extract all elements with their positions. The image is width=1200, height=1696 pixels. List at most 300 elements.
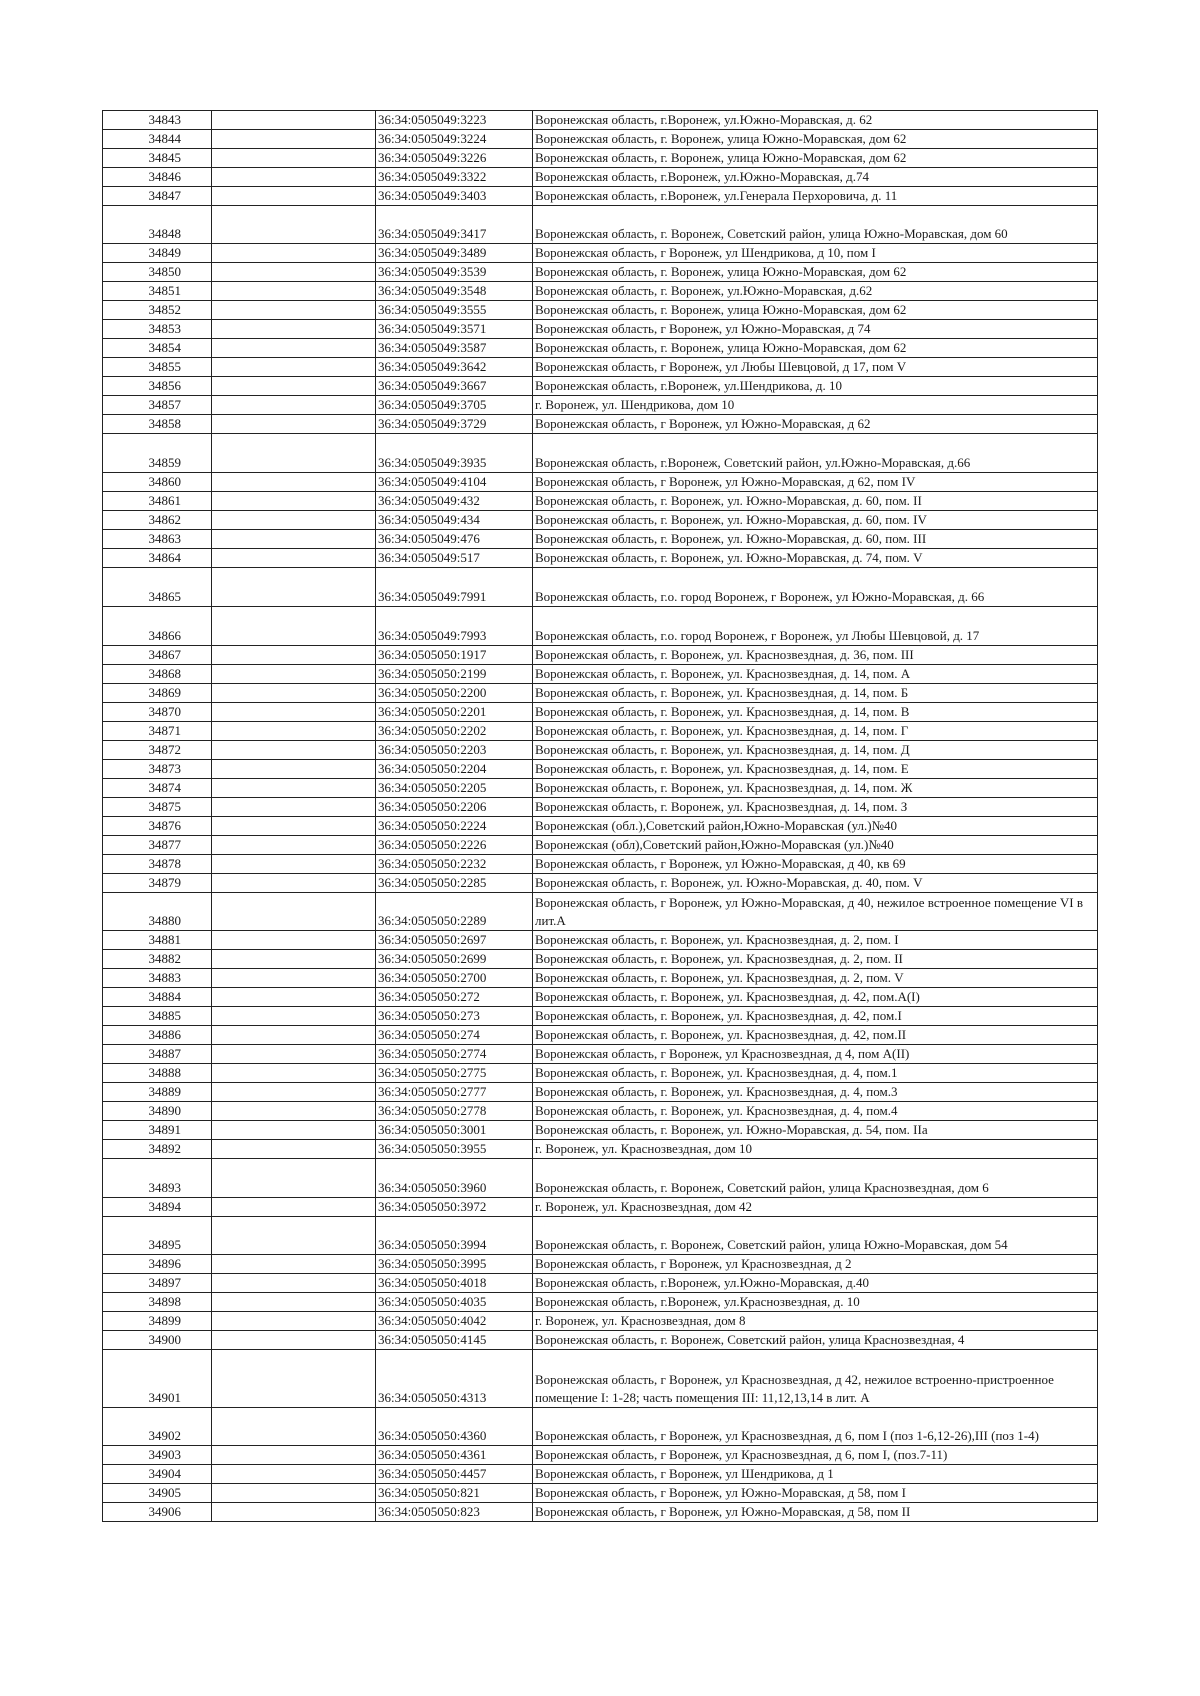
cadastral-number-cell: 36:34:0505050:2199 [376,665,533,684]
cadastral-number-cell: 36:34:0505049:3667 [376,377,533,396]
row-number-cell: 34892 [103,1140,212,1159]
empty-cell [212,244,376,263]
row-number-cell: 34895 [103,1217,212,1255]
address-cell: Воронежская область, г.Воронеж, ул.Краснозвездная, д. 10 [533,1293,1098,1312]
cadastral-number-cell: 36:34:0505049:434 [376,511,533,530]
cadastral-number-cell: 36:34:0505050:4145 [376,1331,533,1350]
address-cell: Воронежская область, г. Воронеж, ул. Краснозвездная, д. 4, пом.1 [533,1064,1098,1083]
address-cell: Воронежская область, г. Воронеж, ул. Краснозвездная, д. 4, пом.4 [533,1102,1098,1121]
cadastral-number-cell: 36:34:0505050:2203 [376,741,533,760]
table-row [103,206,1098,244]
table-row [103,798,1098,817]
address-cell: Воронежская область, г Воронеж, ул Южно-Моравская, д 62, пом IV [533,473,1098,492]
address-cell: г. Воронеж, ул. Краснозвездная, дом 8 [533,1312,1098,1331]
row-number-cell: 34857 [103,396,212,415]
table-row [103,263,1098,282]
address-cell: Воронежская область, г.Воронеж, ул.Южно-Моравская, д.40 [533,1274,1098,1293]
table-row [103,760,1098,779]
cadastral-number-cell: 36:34:0505049:3587 [376,339,533,358]
table-row [103,1121,1098,1140]
row-number-cell: 34851 [103,282,212,301]
address-cell: Воронежская область, г. Воронеж, улица Южно-Моравская, дом 62 [533,339,1098,358]
address-cell: г. Воронеж, ул. Краснозвездная, дом 42 [533,1198,1098,1217]
empty-cell [212,168,376,187]
address-cell: Воронежская область, г Воронеж, ул Краснозвездная, д 6, пом I, (поз.7-11) [533,1446,1098,1465]
address-cell: Воронежская область, г. Воронеж, ул. Краснозвездная, д. 14, пом. З [533,798,1098,817]
empty-cell [212,549,376,568]
cadastral-number-cell: 36:34:0505050:2778 [376,1102,533,1121]
table-row [103,855,1098,874]
row-number-cell: 34882 [103,950,212,969]
address-cell: Воронежская область, г. Воронеж, ул. Краснозвездная, д. 14, пом. А [533,665,1098,684]
address-cell: Воронежская область, г.Воронеж, ул.Генерала Перхоровича, д. 11 [533,187,1098,206]
empty-cell [212,1446,376,1465]
empty-cell [212,722,376,741]
cadastral-number-cell: 36:34:0505050:3972 [376,1198,533,1217]
empty-cell [212,1274,376,1293]
address-cell: Воронежская область, г Воронеж, ул Краснозвездная, д 6, пом I (поз 1-6,12-26),III (поз 1-4) [533,1408,1098,1446]
address-cell: Воронежская область, г Воронеж, ул Южно-Моравская, д 40, нежилое встроенное помещение VI в лит.А [533,893,1098,931]
cadastral-number-cell: 36:34:0505049:3705 [376,396,533,415]
row-number-cell: 34886 [103,1026,212,1045]
table-row [103,893,1098,931]
cadastral-number-cell: 36:34:0505050:2202 [376,722,533,741]
empty-cell [212,1198,376,1217]
table-row [103,1274,1098,1293]
row-number-cell: 34879 [103,874,212,893]
table-row [103,1312,1098,1331]
cadastral-number-cell: 36:34:0505049:3417 [376,206,533,244]
row-number-cell: 34877 [103,836,212,855]
row-number-cell: 34853 [103,320,212,339]
row-number-cell: 34866 [103,607,212,646]
cadastral-number-cell: 36:34:0505050:4313 [376,1350,533,1408]
address-cell: Воронежская область, г Воронеж, ул Краснозвездная, д 4, пом А(II) [533,1045,1098,1064]
table-row [103,339,1098,358]
cadastral-number-cell: 36:34:0505049:3548 [376,282,533,301]
table-row [103,244,1098,263]
table-row [103,817,1098,836]
empty-cell [212,855,376,874]
table-row [103,1159,1098,1198]
address-cell: Воронежская область, г Воронеж, ул Шендрикова, д 1 [533,1465,1098,1484]
cadastral-number-cell: 36:34:0505050:4360 [376,1408,533,1446]
table-row [103,1446,1098,1465]
address-cell: Воронежская область, г. Воронеж, ул. Краснозвездная, д. 14, пом. Е [533,760,1098,779]
address-cell: Воронежская область, г. Воронеж, улица Южно-Моравская, дом 62 [533,130,1098,149]
cadastral-number-cell: 36:34:0505049:432 [376,492,533,511]
cadastral-number-cell: 36:34:0505049:3403 [376,187,533,206]
address-cell: Воронежская область, г. Воронеж, Советский район, улица Краснозвездная, дом 6 [533,1159,1098,1198]
table-row [103,1293,1098,1312]
row-number-cell: 34872 [103,741,212,760]
empty-cell [212,530,376,549]
address-cell: Воронежская область, г. Воронеж, Советский район, улица Южно-Моравская, дом 60 [533,206,1098,244]
address-cell: Воронежская область, г.Воронеж, ул.Южно-Моравская, д.74 [533,168,1098,187]
row-number-cell: 34888 [103,1064,212,1083]
row-number-cell: 34863 [103,530,212,549]
empty-cell [212,741,376,760]
row-number-cell: 34878 [103,855,212,874]
empty-cell [212,607,376,646]
cadastral-number-cell: 36:34:0505050:2774 [376,1045,533,1064]
row-number-cell: 34862 [103,511,212,530]
table-row [103,988,1098,1007]
cadastral-number-cell: 36:34:0505050:2205 [376,779,533,798]
cadastral-number-cell: 36:34:0505050:3995 [376,1255,533,1274]
row-number-cell: 34899 [103,1312,212,1331]
empty-cell [212,206,376,244]
address-cell: Воронежская область, г Воронеж, ул Шендрикова, д 10, пом I [533,244,1098,263]
table-row [103,607,1098,646]
row-number-cell: 34905 [103,1484,212,1503]
address-cell: Воронежская область, г.Воронеж, ул.Шендрикова, д. 10 [533,377,1098,396]
row-number-cell: 34856 [103,377,212,396]
table-row [103,646,1098,665]
table-row [103,492,1098,511]
row-number-cell: 34893 [103,1159,212,1198]
row-number-cell: 34873 [103,760,212,779]
address-cell: Воронежская область, г.о. город Воронеж, г Воронеж, ул Южно-Моравская, д. 66 [533,568,1098,607]
row-number-cell: 34884 [103,988,212,1007]
empty-cell [212,760,376,779]
cadastral-number-cell: 36:34:0505050:1917 [376,646,533,665]
row-number-cell: 34850 [103,263,212,282]
address-cell: Воронежская область, г. Воронеж, ул. Краснозвездная, д. 4, пом.3 [533,1083,1098,1102]
address-cell: Воронежская область, г. Воронеж, улица Южно-Моравская, дом 62 [533,263,1098,282]
cadastral-number-cell: 36:34:0505050:3994 [376,1217,533,1255]
table-row [103,741,1098,760]
empty-cell [212,646,376,665]
empty-cell [212,415,376,434]
address-cell: Воронежская область, г. Воронеж, ул. Краснозвездная, д. 42, пом.А(I) [533,988,1098,1007]
table-row [103,130,1098,149]
row-number-cell: 34865 [103,568,212,607]
table-row [103,874,1098,893]
table-row [103,1350,1098,1408]
address-cell: Воронежская область, г. Воронеж, ул. Южно-Моравская, д. 60, пом. III [533,530,1098,549]
table-row [103,1140,1098,1159]
cadastral-number-cell: 36:34:0505050:2226 [376,836,533,855]
cadastral-number-cell: 36:34:0505049:3223 [376,111,533,130]
empty-cell [212,358,376,377]
table-row [103,549,1098,568]
cadastral-number-cell: 36:34:0505050:4042 [376,1312,533,1331]
row-number-cell: 34849 [103,244,212,263]
empty-cell [212,111,376,130]
table-row [103,1331,1098,1350]
address-cell: Воронежская область, г Воронеж, ул Любы Шевцовой, д 17, пом V [533,358,1098,377]
cadastral-number-cell: 36:34:0505049:476 [376,530,533,549]
row-number-cell: 34881 [103,931,212,950]
address-cell: Воронежская область, г. Воронеж, ул. Краснозвездная, д. 14, пом. Ж [533,779,1098,798]
address-cell: Воронежская область, г. Воронеж, ул. Южно-Моравская, д. 40, пом. V [533,874,1098,893]
cadastral-number-cell: 36:34:0505049:3571 [376,320,533,339]
empty-cell [212,1312,376,1331]
row-number-cell: 34854 [103,339,212,358]
cadastral-number-cell: 36:34:0505050:274 [376,1026,533,1045]
table-row [103,1465,1098,1484]
empty-cell [212,377,376,396]
table-row [103,684,1098,703]
row-number-cell: 34897 [103,1274,212,1293]
empty-cell [212,798,376,817]
property-registry-table [102,110,1098,1522]
address-cell: г. Воронеж, ул. Краснозвездная, дом 10 [533,1140,1098,1159]
empty-cell [212,473,376,492]
cadastral-number-cell: 36:34:0505050:3960 [376,1159,533,1198]
table-row [103,950,1098,969]
address-cell: Воронежская область, г. Воронеж, ул. Южно-Моравская, д. 74, пом. V [533,549,1098,568]
row-number-cell: 34906 [103,1503,212,1522]
address-cell: Воронежская область, г Воронеж, ул Южно-Моравская, д 58, пом I [533,1484,1098,1503]
table-row [103,434,1098,473]
table-row [103,1007,1098,1026]
empty-cell [212,703,376,722]
address-cell: Воронежская область, г. Воронеж, ул. Краснозвездная, д. 36, пом. III [533,646,1098,665]
empty-cell [212,684,376,703]
address-cell: Воронежская область, г.о. город Воронеж, г Воронеж, ул Любы Шевцовой, д. 17 [533,607,1098,646]
table-row [103,168,1098,187]
row-number-cell: 34846 [103,168,212,187]
row-number-cell: 34880 [103,893,212,931]
row-number-cell: 34903 [103,1446,212,1465]
row-number-cell: 34845 [103,149,212,168]
empty-cell [212,492,376,511]
table-row [103,358,1098,377]
row-number-cell: 34889 [103,1083,212,1102]
row-number-cell: 34874 [103,779,212,798]
cadastral-number-cell: 36:34:0505050:2206 [376,798,533,817]
cadastral-number-cell: 36:34:0505050:2200 [376,684,533,703]
empty-cell [212,301,376,320]
empty-cell [212,282,376,301]
empty-cell [212,1102,376,1121]
empty-cell [212,1217,376,1255]
table-row [103,1083,1098,1102]
table-row [103,1503,1098,1522]
address-cell: Воронежская (обл),Советский район,Южно-Моравская (ул.)№40 [533,836,1098,855]
cadastral-number-cell: 36:34:0505049:7991 [376,568,533,607]
row-number-cell: 34894 [103,1198,212,1217]
empty-cell [212,893,376,931]
address-cell: Воронежская область, г. Воронеж, ул. Краснозвездная, д. 14, пом. Г [533,722,1098,741]
cadastral-number-cell: 36:34:0505050:2285 [376,874,533,893]
address-cell: Воронежская область, г. Воронеж, ул. Южно-Моравская, д. 60, пом. II [533,492,1098,511]
row-number-cell: 34875 [103,798,212,817]
row-number-cell: 34844 [103,130,212,149]
address-cell: Воронежская область, г Воронеж, ул Южно-Моравская, д 62 [533,415,1098,434]
row-number-cell: 34861 [103,492,212,511]
cadastral-number-cell: 36:34:0505050:2232 [376,855,533,874]
cadastral-number-cell: 36:34:0505050:4361 [376,1446,533,1465]
empty-cell [212,1026,376,1045]
table-row [103,511,1098,530]
empty-cell [212,339,376,358]
table-row [103,931,1098,950]
empty-cell [212,779,376,798]
cadastral-number-cell: 36:34:0505050:2775 [376,1064,533,1083]
address-cell: Воронежская область, г.Воронеж, Советский район, ул.Южно-Моравская, д.66 [533,434,1098,473]
empty-cell [212,149,376,168]
empty-cell [212,1083,376,1102]
cadastral-number-cell: 36:34:0505050:2699 [376,950,533,969]
row-number-cell: 34887 [103,1045,212,1064]
table-row [103,703,1098,722]
table-row [103,149,1098,168]
address-cell: Воронежская область, г. Воронеж, Советский район, улица Краснозвездная, 4 [533,1331,1098,1350]
row-number-cell: 34858 [103,415,212,434]
address-cell: Воронежская область, г. Воронеж, ул. Краснозвездная, д. 2, пом. I [533,931,1098,950]
cadastral-number-cell: 36:34:0505049:3729 [376,415,533,434]
cadastral-number-cell: 36:34:0505049:3322 [376,168,533,187]
table-row [103,377,1098,396]
empty-cell [212,263,376,282]
cadastral-number-cell: 36:34:0505050:272 [376,988,533,1007]
cadastral-number-cell: 36:34:0505050:4018 [376,1274,533,1293]
table-row [103,1102,1098,1121]
row-number-cell: 34848 [103,206,212,244]
table-row [103,779,1098,798]
cadastral-number-cell: 36:34:0505050:2697 [376,931,533,950]
row-number-cell: 34871 [103,722,212,741]
cadastral-number-cell: 36:34:0505050:2201 [376,703,533,722]
row-number-cell: 34883 [103,969,212,988]
table-row [103,320,1098,339]
empty-cell [212,1159,376,1198]
table-row [103,969,1098,988]
cadastral-number-cell: 36:34:0505050:2224 [376,817,533,836]
row-number-cell: 34860 [103,473,212,492]
empty-cell [212,1408,376,1446]
table-row [103,301,1098,320]
empty-cell [212,836,376,855]
table-row [103,530,1098,549]
cadastral-number-cell: 36:34:0505050:823 [376,1503,533,1522]
address-cell: Воронежская область, г. Воронеж, Советский район, улица Южно-Моравская, дом 54 [533,1217,1098,1255]
row-number-cell: 34870 [103,703,212,722]
table-row [103,665,1098,684]
empty-cell [212,931,376,950]
empty-cell [212,1121,376,1140]
empty-cell [212,1140,376,1159]
address-cell: Воронежская область, г. Воронеж, ул. Южно-Моравская, д. 54, пом. IIа [533,1121,1098,1140]
address-cell: Воронежская область, г Воронеж, ул Южно-Моравская, д 40, кв 69 [533,855,1098,874]
address-cell: Воронежская область, г. Воронеж, ул. Краснозвездная, д. 14, пом. В [533,703,1098,722]
cadastral-number-cell: 36:34:0505049:3642 [376,358,533,377]
table-row [103,1484,1098,1503]
table-row [103,1064,1098,1083]
empty-cell [212,665,376,684]
address-cell: Воронежская область, г. Воронеж, улица Южно-Моравская, дом 62 [533,301,1098,320]
address-cell: Воронежская область, г. Воронеж, улица Южно-Моравская, дом 62 [533,149,1098,168]
empty-cell [212,396,376,415]
table-row [103,415,1098,434]
cadastral-number-cell: 36:34:0505050:821 [376,1484,533,1503]
row-number-cell: 34867 [103,646,212,665]
cadastral-number-cell: 36:34:0505049:3224 [376,130,533,149]
row-number-cell: 34868 [103,665,212,684]
address-cell: Воронежская область, г. Воронеж, ул. Краснозвездная, д. 42, пом.I [533,1007,1098,1026]
address-cell: Воронежская область, г Воронеж, ул Южно-Моравская, д 58, пом II [533,1503,1098,1522]
cadastral-number-cell: 36:34:0505049:4104 [376,473,533,492]
table-row [103,1026,1098,1045]
address-cell: Воронежская область, г Воронеж, ул Краснозвездная, д 2 [533,1255,1098,1274]
address-cell: Воронежская область, г Воронеж, ул Краснозвездная, д 42, нежилое встроенно-пристроенное помещение I: 1-28; часть помещения III: 11,12,13,14 в лит. А [533,1350,1098,1408]
address-cell: Воронежская область, г. Воронеж, ул. Краснозвездная, д. 42, пом.II [533,1026,1098,1045]
empty-cell [212,950,376,969]
empty-cell [212,1331,376,1350]
table-row [103,1255,1098,1274]
cadastral-number-cell: 36:34:0505049:3226 [376,149,533,168]
empty-cell [212,434,376,473]
table-row [103,722,1098,741]
address-cell: Воронежская область, г. Воронеж, ул. Южно-Моравская, д. 60, пом. IV [533,511,1098,530]
table-row [103,1217,1098,1255]
cadastral-number-cell: 36:34:0505050:4035 [376,1293,533,1312]
row-number-cell: 34890 [103,1102,212,1121]
address-cell: Воронежская область, г. Воронеж, ул. Краснозвездная, д. 2, пом. II [533,950,1098,969]
empty-cell [212,1503,376,1522]
cadastral-number-cell: 36:34:0505049:3555 [376,301,533,320]
table-row [103,836,1098,855]
cadastral-number-cell: 36:34:0505050:273 [376,1007,533,1026]
row-number-cell: 34900 [103,1331,212,1350]
table-row [103,396,1098,415]
cadastral-number-cell: 36:34:0505050:2777 [376,1083,533,1102]
cadastral-number-cell: 36:34:0505049:7993 [376,607,533,646]
row-number-cell: 34902 [103,1408,212,1446]
empty-cell [212,874,376,893]
row-number-cell: 34896 [103,1255,212,1274]
empty-cell [212,1465,376,1484]
row-number-cell: 34876 [103,817,212,836]
empty-cell [212,817,376,836]
empty-cell [212,130,376,149]
empty-cell [212,568,376,607]
registry-table-body [103,111,1098,1522]
empty-cell [212,1484,376,1503]
address-cell: Воронежская область, г. Воронеж, ул. Краснозвездная, д. 2, пом. V [533,969,1098,988]
row-number-cell: 34847 [103,187,212,206]
row-number-cell: 34885 [103,1007,212,1026]
empty-cell [212,1255,376,1274]
empty-cell [212,320,376,339]
table-row [103,111,1098,130]
table-row [103,568,1098,607]
address-cell: Воронежская область, г.Воронеж, ул.Южно-Моравская, д. 62 [533,111,1098,130]
table-row [103,1408,1098,1446]
address-cell: Воронежская область, г. Воронеж, ул. Краснозвездная, д. 14, пом. Д [533,741,1098,760]
cadastral-number-cell: 36:34:0505049:3539 [376,263,533,282]
cadastral-number-cell: 36:34:0505050:2289 [376,893,533,931]
row-number-cell: 34898 [103,1293,212,1312]
empty-cell [212,1045,376,1064]
empty-cell [212,511,376,530]
empty-cell [212,1007,376,1026]
empty-cell [212,969,376,988]
row-number-cell: 34852 [103,301,212,320]
row-number-cell: 34901 [103,1350,212,1408]
table-row [103,1198,1098,1217]
row-number-cell: 34864 [103,549,212,568]
table-row [103,187,1098,206]
empty-cell [212,1293,376,1312]
row-number-cell: 34859 [103,434,212,473]
table-row [103,473,1098,492]
cadastral-number-cell: 36:34:0505049:3935 [376,434,533,473]
row-number-cell: 34869 [103,684,212,703]
